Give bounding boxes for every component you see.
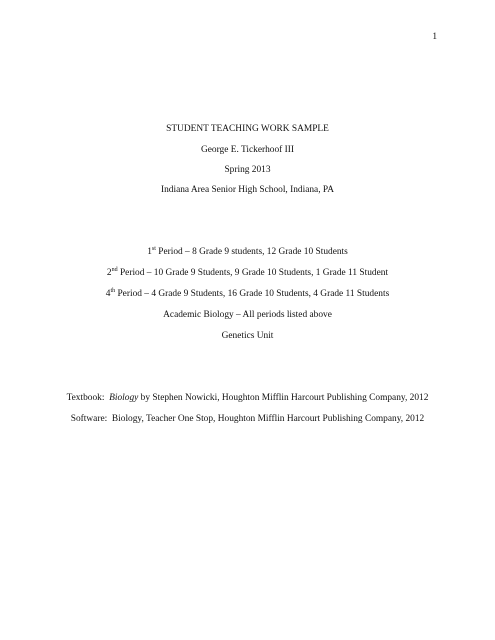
textbook-details: by Stephen Nowicki, Houghton Mifflin Harcourt Publishing Company, 2012 <box>138 393 429 403</box>
period-line-3 <box>0 288 495 300</box>
course-name: Academic Biology – All periods listed above <box>163 310 332 320</box>
period-details: Period – 4 Grade 9 Students, 16 Grade 10 Students, 4 Grade 11 Students <box>115 289 390 299</box>
textbook-line <box>0 392 495 404</box>
period-line-2 <box>0 267 495 279</box>
period-number: 1 <box>147 247 152 257</box>
period-number: 2 <box>106 268 112 278</box>
software-line: Software: Biology, Teacher One Stop, Houghton Mifflin Harcourt Publishing Company, 2012 <box>70 414 425 424</box>
period-ordinal-suffix: st <box>151 245 156 252</box>
school-name: Indiana Area Senior High School, Indiana, PA <box>160 185 335 195</box>
page-number: 1 <box>432 32 437 42</box>
unit-name: Genetics Unit <box>221 331 274 341</box>
author-name: George E. Tickerhoof III <box>200 145 295 155</box>
period-details: Period – 8 Grade 9 students, 12 Grade 10 Students <box>155 247 348 257</box>
document-title: STUDENT TEACHING WORK SAMPLE <box>166 124 329 134</box>
period-number: 4 <box>105 289 111 299</box>
period-ordinal-suffix: th <box>110 287 116 294</box>
textbook-title: Biology <box>109 393 139 403</box>
textbook-prefix: Textbook: <box>66 393 110 403</box>
period-details: Period – 10 Grade 9 Students, 9 Grade 10 Students, 1 Grade 11 Student <box>117 268 389 278</box>
period-line-1 <box>0 246 495 258</box>
period-ordinal-suffix: nd <box>111 266 118 273</box>
term: Spring 2013 <box>224 165 271 175</box>
